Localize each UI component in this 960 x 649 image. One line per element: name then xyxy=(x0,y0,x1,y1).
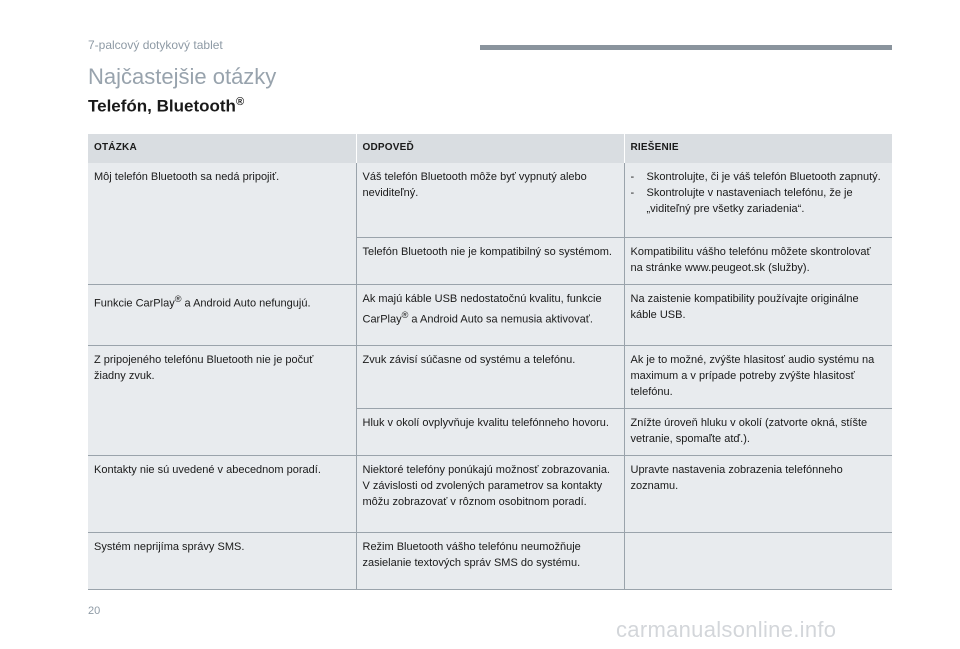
solution-cell xyxy=(624,533,892,590)
answer-text: Ak majú káble USB nedostatočnú kvalitu, funkcie CarPlay xyxy=(362,293,602,326)
section-title-text: Telefón, Bluetooth xyxy=(88,96,236,116)
question-cell xyxy=(88,285,356,346)
answer-cell: Režim Bluetooth vášho telefónu neumožňuje zasielanie textových správ SMS do systému. xyxy=(356,533,624,590)
solution-cell: Na zaistenie kompatibility používajte originálne káble USB. xyxy=(624,285,892,346)
question-cell: Kontakty nie sú uvedené v abecednom poradí. xyxy=(88,456,356,533)
section-title xyxy=(88,96,244,117)
table-row xyxy=(88,346,892,409)
table-row xyxy=(88,533,892,590)
running-header: 7-palcový dotykový tablet xyxy=(88,38,223,52)
solution-list-item: - Skontrolujte, či je váš telefón Bluetooth zapnutý. xyxy=(631,169,885,185)
answer-cell: Hluk v okolí ovplyvňuje kvalitu telefónneho hovoru. xyxy=(356,409,624,456)
question-cell: Z pripojeného telefónu Bluetooth nie je počuť žiadny zvuk. xyxy=(88,346,356,456)
column-header-question: OTÁZKA xyxy=(88,134,356,163)
question-text: Funkcie CarPlay xyxy=(94,297,175,310)
table-row xyxy=(88,456,892,533)
answer-cell: Váš telefón Bluetooth môže byť vypnutý alebo neviditeľný. xyxy=(356,163,624,238)
page-number: 20 xyxy=(88,605,101,617)
page-title: Najčastejšie otázky xyxy=(88,64,277,89)
table-header-row xyxy=(88,134,892,163)
question-cell: Systém neprijíma správy SMS. xyxy=(88,533,356,590)
answer-cell: Niektoré telefóny ponúkajú možnosť zobrazovania. V závislosti od zvolených parametrov sa kontakty môžu zobrazovať v rôznom osobitnom poradí. xyxy=(356,456,624,533)
answer-text: a Android Auto sa nemusia aktivovať. xyxy=(408,313,593,326)
table-row xyxy=(88,163,892,238)
answer-cell xyxy=(356,285,624,346)
solution-cell: Znížte úroveň hluku v okolí (zatvorte okná, stíšte vetranie, spomaľte atď.). xyxy=(624,409,892,456)
solution-list-item: - Skontrolujte v nastaveniach telefónu, že je „viditeľný pre všetky zariadenia“. xyxy=(631,185,885,217)
question-cell: Môj telefón Bluetooth sa nedá pripojiť. xyxy=(88,163,356,285)
watermark: carmanualsonline.info xyxy=(616,617,837,642)
registered-mark: ® xyxy=(174,294,182,304)
table-row xyxy=(88,285,892,346)
question-text: a Android Auto nefungujú. xyxy=(181,297,311,310)
solution-cell: Kompatibilitu vášho telefónu môžete skontrolovať na stránke www.peugeot.sk (služby). xyxy=(624,238,892,285)
solution-cell: Upravte nastavenia zobrazenia telefónneho zoznamu. xyxy=(624,456,892,533)
solution-cell xyxy=(624,163,892,238)
header-rule xyxy=(480,45,892,50)
registered-mark: ® xyxy=(235,96,245,108)
answer-cell: Telefón Bluetooth nie je kompatibilný so systémom. xyxy=(356,238,624,285)
solution-cell: Ak je to možné, zvýšte hlasitosť audio systému na maximum a v prípade potreby zvýšte hlasitosť telefónu. xyxy=(624,346,892,409)
registered-mark: ® xyxy=(401,310,409,320)
column-header-solution: RIEŠENIE xyxy=(624,134,892,163)
column-header-answer: ODPOVEĎ xyxy=(356,134,624,163)
answer-cell: Zvuk závisí súčasne od systému a telefónu. xyxy=(356,346,624,409)
faq-table xyxy=(88,134,892,590)
solution-list xyxy=(631,169,885,217)
